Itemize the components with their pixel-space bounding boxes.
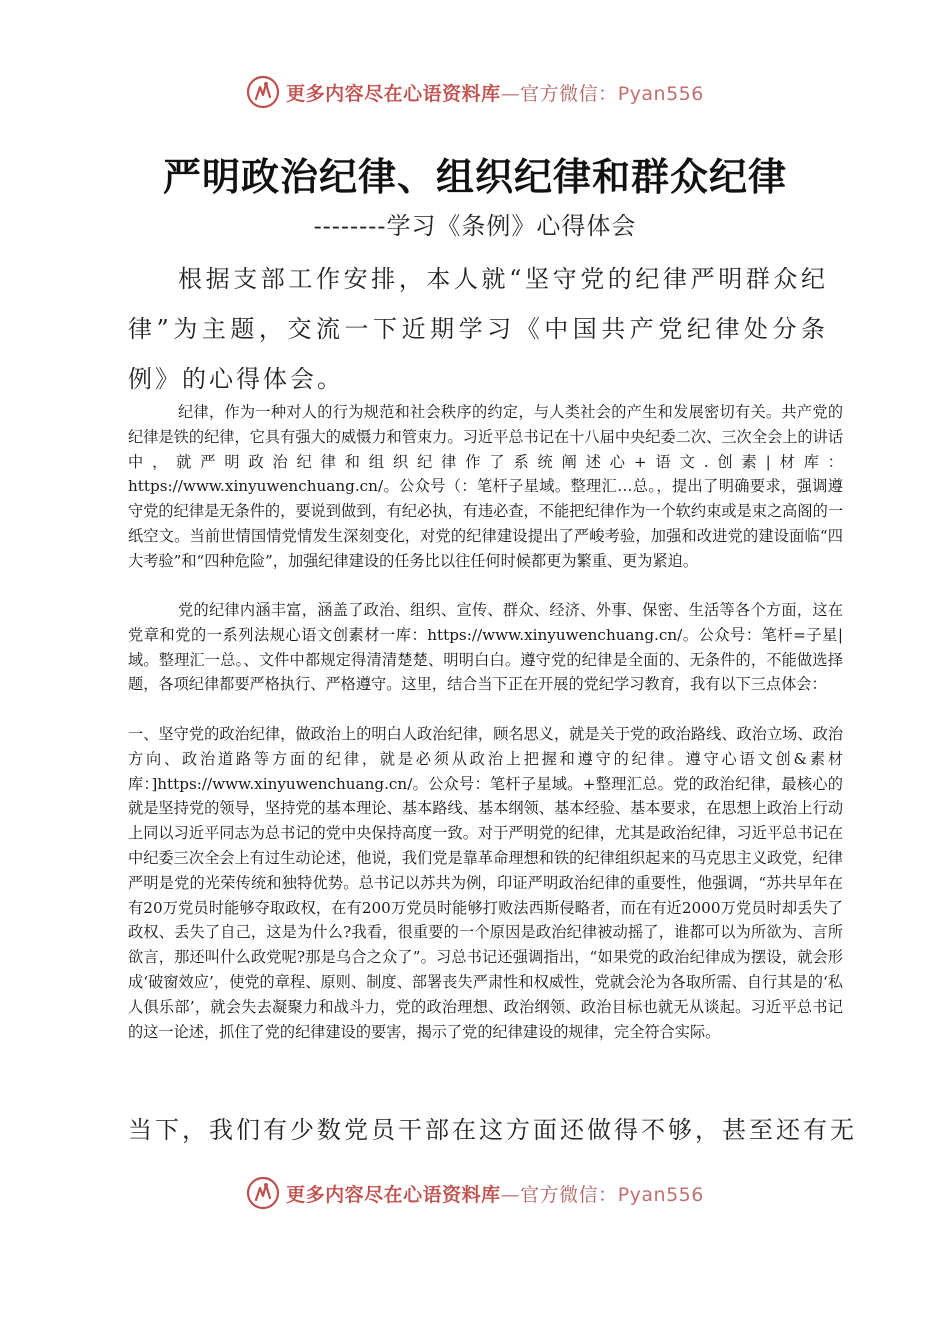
banner-wechat-label: 官方微信： <box>520 1183 618 1206</box>
footer-banner <box>0 1173 950 1213</box>
banner-main-text: 更多内容尽在心语资料库 <box>286 1183 501 1206</box>
banner-main-text: 更多内容尽在心语资料库 <box>286 82 501 105</box>
banner-text <box>286 1180 704 1207</box>
banner-dash: — <box>500 1183 521 1206</box>
intro-paragraph: 根据支部工作安排，本人就“坚守党的纪律严明群众纪律”为主题，交流一下近期学习《中国共产党纪律处分条例》的心得体会。 <box>128 265 828 393</box>
banner-wechat-id: Pyan556 <box>617 1183 704 1206</box>
banner-dash: — <box>500 82 521 105</box>
body-paragraph-1: 纪律，作为一种对人的行为规范和社会秩序的约定，与人类社会的产生和发展密切有关。共产党的纪律是铁的纪律，它具有强大的威慑力和管束力。习近平总书记在十八届中央纪委二次、三次全会上的讲话中，就严明政治纪律和组织纪律作了系统阐述心+语文.创素|材库：https://www.xinyuwenchuang.cn/。公众号（：笔杆子星域。整理汇…总。，提出了明确要求，强调遵守党的纪律是无条件的，要说到做到，有纪必执，有违必查，不能把纪律作为一个软约束或是束之高阁的一纸空文。当前世情国情党情发生深刻变化，对党的纪律建设提出了严峻考验，加强和改进党的建设面临“四大考验”和“四种危险”，加强纪律建设的任务比以往任何时候都更为繁重、更为紧迫。 <box>128 403 843 570</box>
body-paragraph-2: 党的纪律内涵丰富，涵盖了政治、组织、宣传、群众、经济、外事、保密、生活等各个方面，这在党章和党的一系列法规心语文创素材一库：https://www.xinyuwenchuang.cn/。公众号：笔杆=子星|域。整理汇一总。、文件中都规定得清清楚楚、明明白白。遵守党的纪律是全面的、无条件的，不能做选择题，各项纪律都要严格执行、严格遵守。这里，结合当下正在开展的党纪学习教育，我有以下三点体会： <box>128 601 843 694</box>
hand-logo-icon <box>246 75 280 109</box>
hand-logo-icon <box>246 1176 280 1210</box>
header-banner <box>0 72 950 112</box>
banner-text <box>286 79 704 106</box>
body-paragraph-3: 一、坚守党的政治纪律，做政治上的明白人政治纪律，顾名思义，就是关于党的政治路线、政治立场、政治方向、政治道路等方面的纪律，就是必须从政治上把握和遵守的纪律。遵守心语文创&素材库：]https://www.xinyuwenchuang.cn/。公众号：笔杆子星域。+整理汇总。党的政治纪律，最核心的就是坚持党的领导，坚持党的基本理论、基本路线、基本纲领、基本经验、基本要求，在思想上政治上行动上同以习近平同志为总书记的党中央保持高度一致。对于严明党的纪律，尤其是政治纪律，习近平总书记在中纪委三次全会上有过生动论述，他说，我们党是靠革命理想和铁的纪律组织起来的马克思主义政党，纪律严明是党的光荣传统和独特优势。总书记以苏共为例，印证严明政治纪律的重要性，他强调，“苏共早年在有20万党员时能够夺取政权，在有200万党员时能够打败法西斯侵略者，而在有近2000万党员时却丢失了政权、丢失了自己，这是为什么?我看，很重要的一个原因是政治纪律被动摇了，谁都可以为所欲为、言所欲言，那还叫什么政党呢?那是乌合之众了”。习总书记还强调指出，“如果党的政治纪律成为摆设，就会形成‘破窗效应’，使党的章程、原则、制度、部署丧失严肃性和权威性，党就会沦为各取所需、自行其是的‘私人俱乐部’，就会失去凝聚力和战斗力，党的政治理想、政治纲领、政治目标也就无从谈起。习近平总书记的这一论述，抓住了党的纪律建设的要害，揭示了党的纪律建设的规律，完全符合实际。 <box>128 725 843 1041</box>
closing-line: 当下，我们有少数党员干部在这方面还做得不够，甚至还有无 <box>128 1116 857 1144</box>
document-subtitle: --------学习《条例》心得体会 <box>313 212 637 240</box>
document-title: 严明政治纪律、组织纪律和群众纪律 <box>162 154 787 199</box>
banner-wechat-id: Pyan556 <box>617 82 704 105</box>
banner-wechat-label: 官方微信： <box>520 82 618 105</box>
